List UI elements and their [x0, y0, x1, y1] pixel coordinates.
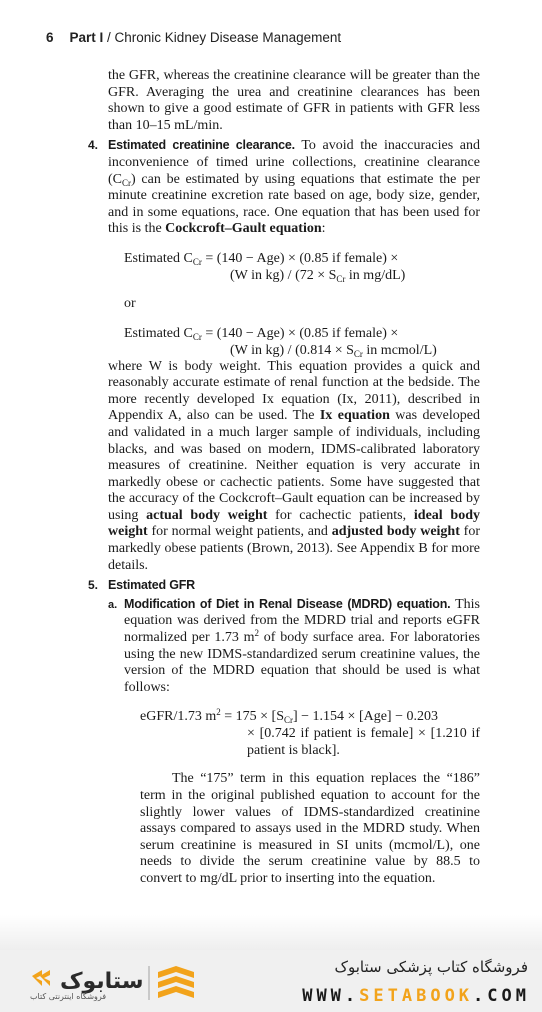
- chapter-title: / Chronic Kidney Disease Management: [103, 30, 342, 45]
- or-text: or: [124, 295, 136, 311]
- subscript-cr: Cr: [122, 177, 131, 188]
- discussion-b: was developed and validated in a much larger sample of individuals, including blacks, and was based on modern, IDMS-calibrated laboratory measures of creatinine. Neither equation is very accurate in markedly obese or cachectic patients. Some have suggested that the accuracy of the Cockcroft–Gault equation can be increased by using: [108, 408, 481, 523]
- item-4-paragraph: [108, 137, 480, 238]
- equation-cockcroft-mcmol: [124, 325, 480, 359]
- eq1-line2-sub: Cr: [336, 273, 346, 284]
- mdrd-text-a: This equation was derived from the MDRD trial and reports eGFR normalized per 1.73 m: [124, 596, 481, 646]
- main-text: [88, 68, 481, 888]
- item-5: [88, 577, 481, 887]
- eq2-prefix: Estimated C: [124, 325, 193, 341]
- eq2-sub: Cr: [192, 331, 202, 342]
- item-5a-note: [124, 771, 480, 887]
- cockcroft-gault-term: Cockcroft–Gault equation: [165, 221, 322, 237]
- logo-text: ستابوک: [60, 969, 144, 994]
- item-5a-label: a.: [108, 598, 118, 611]
- superscript-2: 2: [254, 628, 260, 639]
- eq1-line2-a: (W in kg) / (72 × S: [230, 267, 337, 283]
- eq2-line2-b: in mcmol/L): [362, 342, 437, 358]
- discussion-e: for markedly obese patients (Brown, 2013). See Appendix B for more details.: [108, 524, 480, 573]
- item-4-discussion: [108, 359, 480, 575]
- item-4-text-b: ) can be estimated by using equations that estimate the per minute creatinine excretion rate based on age, body size, gender, and in some equations, race. One equation that has been used for this is the: [108, 171, 480, 237]
- running-header: [46, 30, 341, 45]
- logo-subtitle: فروشگاه اینترنتی کتاب: [30, 992, 107, 1001]
- discussion-a: where W is body weight. This equation provides a quick and reasonably accurate estimate of renal function at the bedside. The more recently developed Ix equation (Ix, 2011), described in Appendix A, also can be used. The: [108, 358, 480, 424]
- equation-mdrd: [140, 708, 480, 759]
- equation-cockcroft-mgdl: [124, 250, 480, 284]
- mdrd-heading: Modification of Diet in Renal Disease (MDRD) equation.: [124, 596, 451, 611]
- mdrd-eq-b: = 175 × [S: [220, 709, 284, 725]
- intro-paragraph: the GFR, whereas the creatinine clearance will be greater than the GFR. Averaging the urea and creatinine clearances has been shown to give a good estimate of GFR in patients with GFR less than 10–15 mL/min.: [108, 68, 480, 133]
- eq1-sub: Cr: [192, 256, 202, 267]
- mdrd-eq-sub: Cr: [283, 715, 293, 726]
- actual-body-weight-term: actual body weight: [146, 507, 268, 523]
- mdrd-note-paragraph: The “175” term in this equation replaces the “186” term in the original published equation to account for the slightly lower values of IDMS-standardized creatinine assays compared to assays used in the MDRD study. When serum creatinine is measured in SI units (mcmol/L), one needs to divide the serum creatinine value by 88.5 to convert to mg/dL prior to inserting into the equation.: [140, 771, 480, 886]
- eq2-line2-a: (W in kg) / (0.814 × S: [230, 342, 354, 358]
- item-5-heading: Estimated GFR: [108, 578, 195, 593]
- eq1-line2-b: in mg/dL): [345, 267, 406, 283]
- item-4-heading: Estimated creatinine clearance.: [108, 138, 295, 153]
- discussion-d: for normal weight patients, and: [147, 524, 332, 540]
- item-5-number: 5.: [88, 578, 99, 593]
- eq1-prefix: Estimated C: [124, 250, 193, 266]
- mdrd-text-b: of body surface area. For laboratories using the new IDMS-standardized serum creatinine values, the version of the MDRD equation that should be used is what follows:: [124, 630, 480, 695]
- item-5a-paragraph: [124, 596, 480, 697]
- page-number: 6: [46, 30, 54, 45]
- mdrd-eq-a: eGFR/1.73 m: [140, 709, 217, 725]
- eq2-line2-sub: Cr: [353, 348, 363, 359]
- footer-banner: [0, 950, 542, 1012]
- eq1-rest: = (140 − Age) × (0.85 if female) ×: [201, 250, 399, 266]
- mdrd-eq-c: ] − 1.154 × [Age] − 0.203: [292, 709, 438, 725]
- mdrd-eq-line2: × [0.742 if patient is female] × [1.210 if patient is black].: [247, 726, 480, 759]
- item-4-number: 4.: [88, 138, 99, 153]
- url-accent: SETABOOK: [359, 986, 474, 1006]
- item-5a: [108, 596, 480, 888]
- store-name: فروشگاه کتاب پزشکی ستابوک: [334, 958, 528, 976]
- ix-equation-term: Ix equation: [319, 408, 390, 424]
- site-url[interactable]: [302, 986, 530, 1006]
- eq2-rest: = (140 − Age) × (0.85 if female) ×: [201, 325, 399, 341]
- url-suffix: .COM: [473, 986, 530, 1006]
- item-4-text-a: To avoid the inaccuracies and inconvenience of timed urine collections, creatinine clearance (C: [108, 138, 480, 187]
- ideal-body-weight-term: ideal body weight: [108, 507, 480, 540]
- footer-fade: [0, 915, 542, 955]
- url-prefix: WWW.: [302, 986, 360, 1006]
- part-label: Part I: [69, 30, 104, 45]
- colon: :: [321, 221, 326, 237]
- item-4: [88, 137, 481, 574]
- mdrd-eq-sup: 2: [216, 707, 221, 718]
- discussion-c: for cachectic patients,: [267, 507, 414, 523]
- adjusted-body-weight-term: adjusted body weight: [331, 524, 460, 540]
